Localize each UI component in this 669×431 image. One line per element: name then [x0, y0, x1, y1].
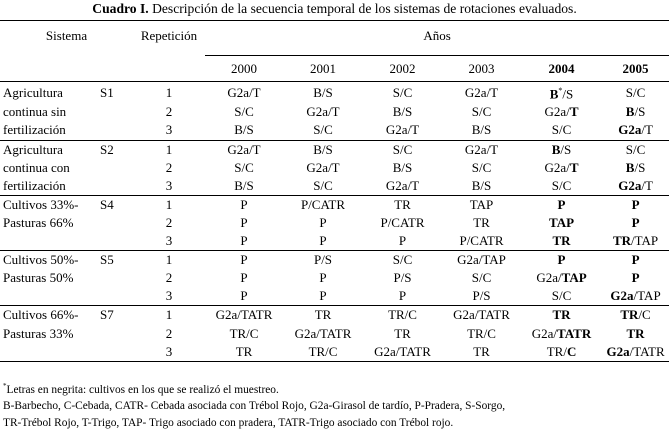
crop-text: S/C [313, 122, 333, 138]
crop-text-sampled: P [631, 214, 640, 230]
crop-text: S/C [234, 159, 254, 175]
crop-text: G2a/T [306, 104, 340, 120]
rotation-cell [521, 82, 602, 104]
crop-text: G2a/T [227, 141, 261, 157]
crop-text: P [240, 214, 248, 230]
crop-text-sampled: TR [552, 307, 571, 323]
crop-text: P/S [313, 252, 333, 268]
rotation-cell [521, 214, 602, 232]
crop-text: S/C [392, 141, 413, 157]
crop-text: G2a/ [544, 104, 570, 120]
rotation-cell [283, 232, 363, 251]
crop-text: S/C [551, 177, 572, 193]
footnote-marker: * [3, 382, 7, 390]
crop-text: TR/C [467, 325, 496, 341]
footnote-line: Letras en negrita: cultivos en los que se realizó el muestreo. [6, 383, 279, 396]
header-year: 2002 [363, 56, 442, 82]
rotation-cell [363, 103, 442, 121]
rotation-cell [363, 324, 442, 342]
rotation-cell [442, 324, 521, 342]
crop-text: G2a/TATR [294, 325, 352, 341]
crop-text: TR/ [546, 343, 567, 359]
crop-text-sampled: G2a [610, 288, 634, 304]
system-code [97, 159, 133, 177]
crop-text: /C [638, 307, 651, 323]
rotation-cell [602, 214, 669, 232]
system-code: S7 [97, 306, 133, 325]
rotation-cell [521, 251, 602, 270]
header-year: 2000 [205, 56, 283, 82]
crop-text: TR [473, 214, 490, 230]
crop-text: /TAP [633, 288, 661, 304]
crop-text-sampled: TAP [548, 214, 575, 230]
crop-text: /TAP [631, 233, 659, 249]
rotation-cell [521, 324, 602, 342]
table-row [0, 324, 669, 342]
caption-text: Descripción de la secuencia temporal de los sistemas de rotaciones evaluados. [148, 1, 577, 16]
crop-text: S/C [625, 84, 646, 100]
rotation-cell [602, 177, 669, 196]
crop-text: P [398, 233, 407, 249]
repetition-number: 1 [133, 195, 205, 214]
system-name-line: Agricultura [0, 140, 97, 159]
crop-text: P [319, 233, 327, 249]
crop-text: G2a/T [306, 159, 340, 175]
rotation-cell [205, 82, 283, 104]
crop-text: S/C [392, 252, 413, 268]
crop-text: P/CATR [459, 233, 504, 249]
crop-text: G2a/T [385, 122, 420, 138]
crop-text: B/S [471, 122, 492, 138]
repetition-number: 3 [165, 233, 173, 249]
table-row [0, 343, 669, 362]
table-row [0, 177, 669, 196]
table-row [0, 232, 669, 251]
rotation-cell [521, 121, 602, 140]
crop-text-sampled: P [631, 252, 640, 268]
crop-text-sampled: B [625, 159, 635, 175]
crop-text: G2a/ [531, 325, 558, 341]
caption-label: Cuadro I. [92, 1, 149, 16]
rotation-cell [363, 306, 442, 325]
crop-text: G2a/T [385, 177, 420, 193]
system-name-line [0, 287, 97, 306]
crop-text: P [398, 288, 407, 304]
crop-text-sampled: P [631, 270, 640, 286]
crop-text-sampled: B [625, 104, 635, 120]
rotation-cell [205, 232, 283, 251]
rotation-cell [442, 159, 521, 177]
crop-text: B/S [313, 141, 333, 157]
repetition-number: 2 [165, 159, 173, 175]
rotation-cell [363, 232, 442, 251]
header-sistema: Sistema [0, 21, 133, 56]
rotation-cell [205, 251, 283, 270]
crop-text: S/C [234, 104, 254, 120]
rotation-cell [363, 177, 442, 196]
crop-text: S/C [471, 104, 492, 120]
crop-text: TR/C [229, 325, 259, 341]
crop-text-sampled: TR [626, 325, 645, 341]
crop-text: TR [235, 343, 253, 359]
rotation-cell [521, 232, 602, 251]
crop-text-sampled: TAP [561, 270, 587, 286]
crop-text: TR [473, 343, 490, 359]
rotation-cell [442, 306, 521, 325]
repetition-number: 1 [133, 251, 205, 270]
rotation-cell [205, 177, 283, 196]
rotation-cell [602, 343, 669, 362]
rotation-cell [442, 195, 521, 214]
rotation-cell [602, 159, 669, 177]
crop-text: G2a/ [544, 159, 570, 175]
header-anos: Años [205, 21, 669, 56]
crop-text: P [240, 270, 248, 286]
rotation-cell [442, 343, 521, 362]
table-row [0, 159, 669, 177]
crop-text: /T [641, 122, 653, 138]
system-code: S1 [100, 84, 114, 100]
crop-text: /S [634, 159, 646, 175]
crop-text: G2a/TATR [453, 307, 510, 323]
rotation-cell [283, 269, 363, 287]
system-name-line [0, 232, 97, 251]
footnote-line: B-Barbecho, C-Cebada, CATR- Cebada asociada con Trébol Rojo, G2a-Girasol de tardío, P-Pradera, S-Sorgo, [3, 400, 506, 413]
footnote-bold-note [3, 378, 667, 398]
rotation-cell [521, 343, 602, 362]
rotation-cell [363, 343, 442, 362]
rotation-cell [442, 177, 521, 196]
rotation-cell [283, 343, 363, 362]
crop-text: S/C [551, 122, 572, 138]
rotation-cell [363, 287, 442, 306]
crop-text: B/S [234, 122, 254, 138]
system-name-line: Agricultura [3, 84, 63, 100]
rotation-cell [205, 287, 283, 306]
rotation-cell [283, 251, 363, 270]
rotation-cell [442, 269, 521, 287]
rotation-cell [283, 82, 363, 104]
system-code: S5 [97, 251, 133, 270]
system-code [97, 324, 133, 342]
rotation-cell [602, 269, 669, 287]
crop-text: /S [560, 141, 572, 157]
rotation-cell [442, 121, 521, 140]
crop-text-sampled: G2a [606, 343, 630, 359]
rotation-cell [205, 103, 283, 121]
crop-text: TR/C [388, 307, 417, 323]
repetition-number: 3 [133, 343, 205, 362]
crop-text-sampled: TATR [557, 325, 592, 341]
rotation-cell [442, 287, 521, 306]
rotation-cell [602, 324, 669, 342]
rotation-cell [283, 159, 363, 177]
repetition-number: 2 [165, 270, 173, 286]
crop-text-sampled: P [557, 196, 566, 212]
crop-text: S/C [471, 159, 492, 175]
crop-text-sampled: G2a [618, 177, 642, 193]
rotation-cell [363, 140, 442, 159]
header-repeticion: Repetición [133, 21, 205, 56]
crop-text: P [240, 252, 248, 268]
crop-text: TR [394, 196, 411, 212]
rotation-cell [205, 343, 283, 362]
crop-text: S/C [471, 270, 492, 286]
crop-text: P/CATR [380, 214, 425, 230]
system-name-line: fertilización [3, 122, 66, 138]
rotation-cell [602, 287, 669, 306]
rotation-cell [283, 103, 363, 121]
rotation-cell [205, 140, 283, 159]
rotation-cell [283, 287, 363, 306]
repetition-number: 3 [165, 122, 173, 138]
crop-text: TR/C [308, 343, 338, 359]
crop-text-sampled: B [549, 86, 559, 102]
crop-text: S/C [392, 84, 413, 100]
rotation-cell [521, 103, 602, 121]
table-row [0, 140, 669, 159]
rotation-cell [521, 177, 602, 196]
system-name-line: Pasturas 33% [3, 325, 74, 341]
header-row-2 [0, 56, 669, 82]
rotation-cell [521, 140, 602, 159]
header-spacer [97, 56, 133, 82]
rotation-cell [442, 214, 521, 232]
system-code [97, 269, 133, 287]
crop-text-sampled: T [569, 104, 579, 120]
crop-text-sampled: T [569, 159, 579, 175]
header-year: 2001 [283, 56, 363, 82]
crop-text: G2a/TATR [215, 307, 273, 323]
crop-text-sampled: TR [612, 233, 632, 249]
table-row [0, 121, 669, 140]
crop-text: P [240, 196, 248, 212]
system-code [97, 287, 133, 306]
crop-text-sampled: TR [620, 307, 639, 323]
table-row [0, 195, 669, 214]
rotation-cell [363, 251, 442, 270]
crop-text: B/S [471, 177, 492, 193]
system-name-line [0, 343, 97, 362]
rotation-cell [521, 306, 602, 325]
rotation-cell [205, 269, 283, 287]
rotation-cell [283, 214, 363, 232]
rotation-cell [602, 140, 669, 159]
header-year: 2004 [521, 56, 602, 82]
system-code [97, 121, 133, 140]
crop-text: S/C [313, 177, 333, 193]
crop-text: P [240, 288, 248, 304]
crop-text-sampled: P [557, 252, 566, 268]
repetition-number: 2 [165, 214, 173, 230]
crop-text-sampled: B [551, 141, 561, 157]
rotation-cell [602, 103, 669, 121]
crop-text: G2a/TAP [457, 252, 506, 268]
table-row [0, 82, 669, 104]
crop-text: P/S [472, 288, 491, 304]
system-code: S4 [97, 195, 133, 214]
rotation-cell [363, 159, 442, 177]
crop-text-sampled: G2a [618, 122, 642, 138]
crop-text: G2a/T [464, 141, 499, 157]
rotation-cell [442, 251, 521, 270]
repetition-number: 1 [133, 140, 205, 159]
rotation-cell [521, 195, 602, 214]
crop-text: G2a/ [536, 270, 562, 286]
table-row [0, 214, 669, 232]
header-spacer [0, 56, 97, 82]
crop-text: P/CATR [300, 196, 346, 212]
rotation-cell [521, 269, 602, 287]
crop-text: B/S [313, 84, 333, 100]
system-name-line: Pasturas 66% [3, 214, 74, 230]
crop-text: B/S [392, 104, 413, 120]
rotation-cell [442, 140, 521, 159]
rotation-cell [602, 82, 669, 104]
crop-text: /TATR [629, 343, 665, 359]
system-name-line: continua con [3, 159, 70, 175]
rotation-cell [363, 269, 442, 287]
crop-text: TR [394, 325, 411, 341]
crop-text: G2a/T [464, 84, 499, 100]
table-row [0, 287, 669, 306]
rotation-cell [205, 214, 283, 232]
crop-text: B/S [234, 177, 254, 193]
header-year: 2003 [442, 56, 521, 82]
rotation-cell [521, 159, 602, 177]
header-spacer [133, 56, 205, 82]
rotation-cell [602, 251, 669, 270]
crop-text: G2a/T [227, 84, 261, 100]
rotation-cell [442, 103, 521, 121]
table-row [0, 269, 669, 287]
rotation-table [0, 20, 669, 362]
crop-text: P [319, 270, 327, 286]
crop-text: TR [314, 307, 332, 323]
repetition-number: 2 [165, 104, 173, 120]
rotation-cell [283, 177, 363, 196]
crop-text: S/C [625, 141, 646, 157]
system-code [97, 103, 133, 121]
footnote-marker: * [558, 86, 563, 95]
rotation-cell [205, 306, 283, 325]
rotation-cell [205, 324, 283, 342]
system-code [97, 214, 133, 232]
crop-text-sampled: P [631, 196, 640, 212]
rotation-cell [205, 159, 283, 177]
system-code [97, 177, 133, 196]
table-row [0, 251, 669, 270]
crop-text-sampled: TR [552, 233, 571, 249]
table-row [0, 306, 669, 325]
crop-text: TAP [469, 196, 494, 212]
header-year: 2005 [602, 56, 669, 82]
rotation-cell [363, 82, 442, 104]
rotation-cell [283, 324, 363, 342]
repetition-number: 1 [165, 84, 173, 100]
rotation-cell [602, 195, 669, 214]
crop-text: P [319, 214, 327, 230]
crop-text: P [319, 288, 327, 304]
repetition-number: 3 [165, 288, 173, 304]
header-row-1 [0, 21, 669, 56]
system-code [97, 232, 133, 251]
crop-text: /T [641, 177, 653, 193]
system-name-line: Cultivos 33%- [0, 195, 97, 214]
rotation-cell [363, 195, 442, 214]
crop-text: /S [634, 104, 646, 120]
system-name-line: Pasturas 50% [3, 270, 74, 286]
crop-text: /S [562, 86, 574, 102]
table-caption [0, 0, 669, 17]
crop-text: S/C [551, 288, 572, 304]
system-name-line: Cultivos 50%- [0, 251, 97, 270]
rotation-cell [205, 121, 283, 140]
table-row [0, 103, 669, 121]
repetition-number: 3 [165, 177, 173, 193]
rotation-cell [283, 195, 363, 214]
rotation-cell [283, 140, 363, 159]
rotation-cell [283, 121, 363, 140]
footnote-line: TR-Trébol Rojo, T-Trigo, TAP- Trigo asociado con pradera, TATR-Trigo asociado con Trébol rojo. [3, 416, 454, 429]
rotation-cell [442, 82, 521, 104]
system-code [97, 343, 133, 362]
rotation-cell [521, 287, 602, 306]
system-name-line: fertilización [3, 177, 66, 193]
rotation-cell [363, 214, 442, 232]
crop-text: P/S [393, 270, 412, 286]
rotation-cell [602, 306, 669, 325]
system-name-line: Cultivos 66%- [0, 306, 97, 325]
rotation-cell [363, 121, 442, 140]
crop-text: G2a/TATR [374, 343, 431, 359]
rotation-cell [442, 232, 521, 251]
crop-text: P [240, 233, 248, 249]
rotation-cell [602, 232, 669, 251]
footnotes [3, 378, 667, 431]
repetition-number: 2 [165, 325, 173, 341]
rotation-cell [205, 195, 283, 214]
crop-text-sampled: C [566, 343, 577, 359]
system-name-line: continua sin [3, 104, 67, 120]
crop-text: B/S [392, 159, 413, 175]
rotation-cell [602, 121, 669, 140]
system-code: S2 [97, 140, 133, 159]
rotation-cell [283, 306, 363, 325]
repetition-number: 1 [133, 306, 205, 325]
